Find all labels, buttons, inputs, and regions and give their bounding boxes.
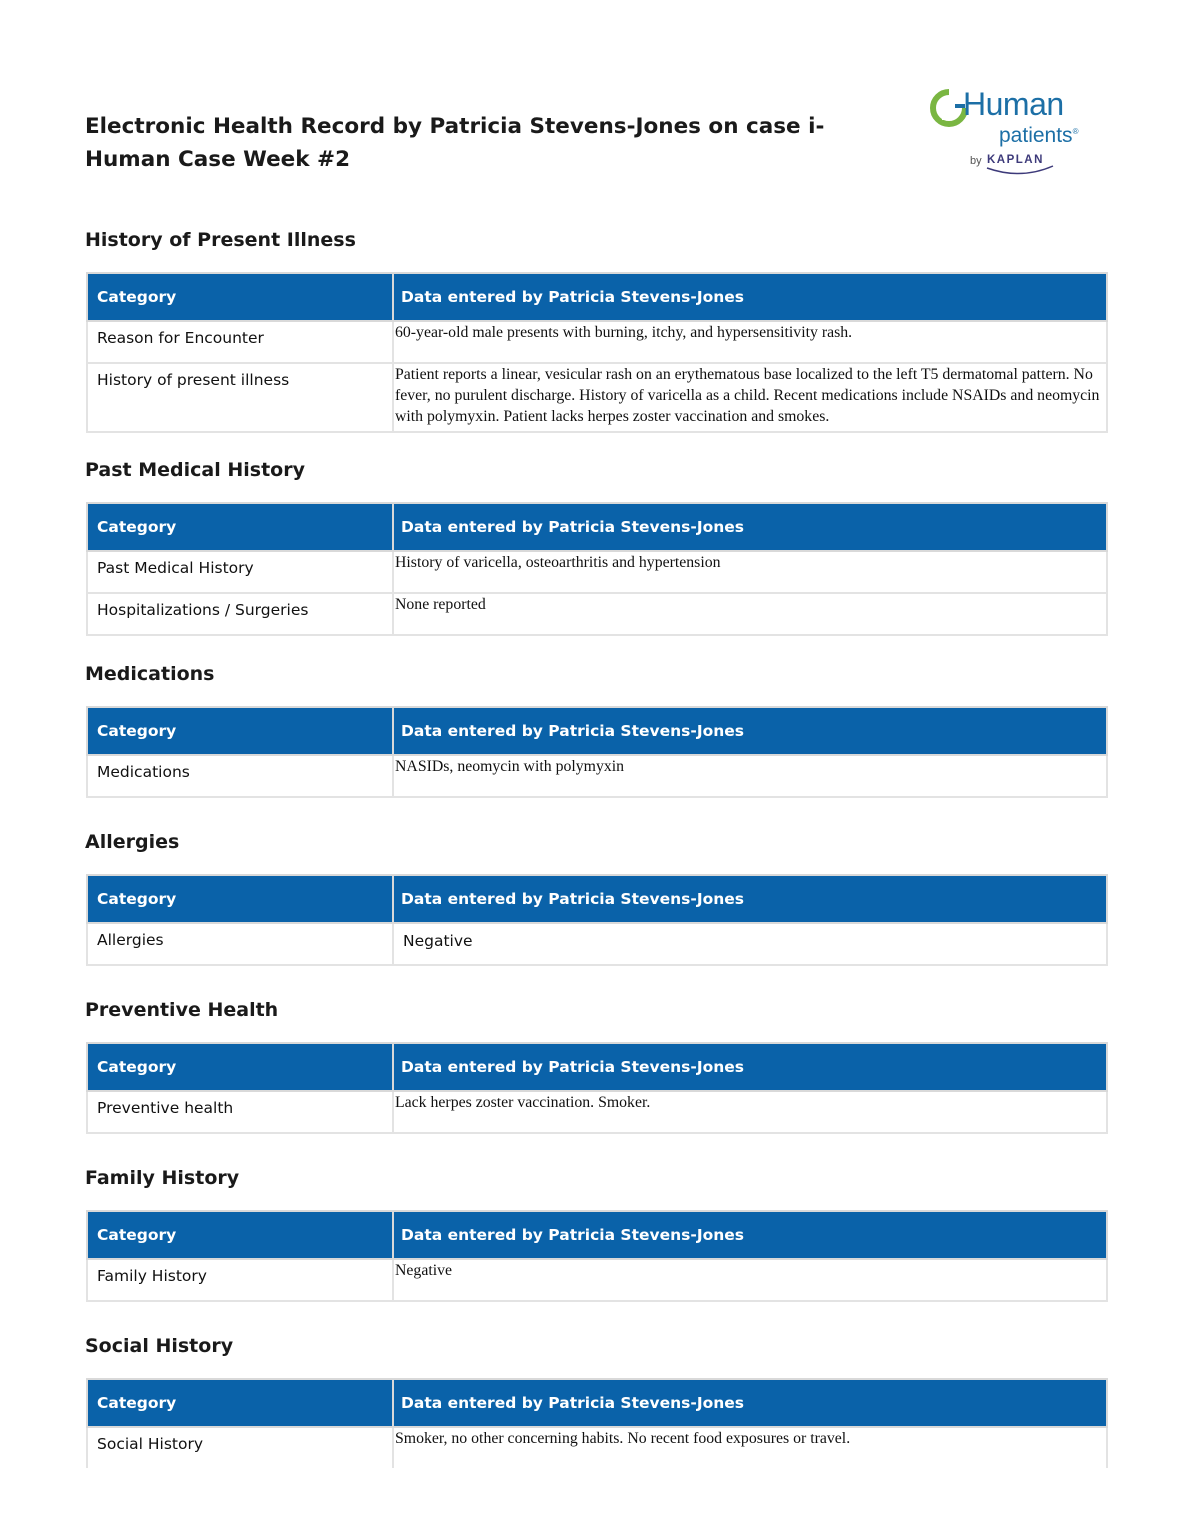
category-header: Category [87,503,393,551]
ehr-table [86,1042,1108,1134]
table-row [87,321,1107,363]
row-value: NASIDs, neomycin with polymyxin [393,755,1107,797]
row-category: Medications [87,755,393,797]
ehr-table [86,874,1108,966]
section-allergies [85,827,1107,950]
table-row [87,1091,1107,1133]
ehr-table [86,706,1108,798]
section-history-of-present-illness [85,225,1107,425]
category-header: Category [87,1043,393,1091]
data-header: Data entered by Patricia Stevens-Jones [393,875,1107,923]
data-header: Data entered by Patricia Stevens-Jones [393,1379,1107,1427]
ehr-table [86,1210,1108,1302]
data-header: Data entered by Patricia Stevens-Jones [393,707,1107,755]
row-value: None reported [393,593,1107,635]
row-category: Hospitalizations / Surgeries [87,593,393,635]
ehr-table [86,272,1108,433]
section-social-history [85,1331,1107,1453]
table-header-row [87,503,1107,551]
section-title: Preventive Health [85,999,279,1021]
table-row [87,1259,1107,1301]
row-category: Past Medical History [87,551,393,593]
table-header-row [87,1043,1107,1091]
logo-registered-mark: ® [1072,127,1079,136]
row-value: Lack herpes zoster vaccination. Smoker. [393,1091,1107,1133]
ehr-table [86,1378,1108,1468]
table-header-row [87,1379,1107,1427]
section-past-medical-history [85,455,1107,619]
section-title: Social History [85,1335,234,1357]
section-title: Past Medical History [85,459,305,481]
data-header: Data entered by Patricia Stevens-Jones [393,1043,1107,1091]
row-value: Negative [393,923,1107,965]
table-row [87,363,1107,432]
table-header-row [87,1211,1107,1259]
row-category: Social History [87,1427,393,1468]
table-row [87,593,1107,635]
logo-word-patients [999,120,1078,148]
row-value: Negative [393,1259,1107,1301]
table-row [87,755,1107,797]
section-medications [85,659,1107,781]
logo-by: by [970,155,982,167]
section-preventive-health [85,995,1107,1117]
table-header-row [87,273,1107,321]
data-header: Data entered by Patricia Stevens-Jones [393,503,1107,551]
i-human-patients-logo [925,82,1095,182]
category-header: Category [87,1211,393,1259]
row-value: Patient reports a linear, vesicular rash on an erythematous base localized to the left T5 dermatomal pattern. No fever, no purulent discharge. History of varicella as a child. Recent medications include NSAIDs and neomycin with polymyxin. Patient lacks herpes zoster vaccination and smokes. [393,363,1107,432]
table-header-row [87,707,1107,755]
data-header: Data entered by Patricia Stevens-Jones [393,1211,1107,1259]
row-category: Allergies [87,923,393,965]
table-header-row [87,875,1107,923]
row-value: Smoker, no other concerning habits. No recent food exposures or travel. [393,1427,1107,1468]
logo-patients-text: patients [999,124,1073,147]
row-value: 60-year-old male presents with burning, itchy, and hypersensitivity rash. [393,321,1107,363]
ehr-table [86,502,1108,636]
kaplan-swoosh-icon [985,164,1057,178]
category-header: Category [87,875,393,923]
category-header: Category [87,707,393,755]
row-category: History of present illness [87,363,393,432]
category-header: Category [87,273,393,321]
category-header: Category [87,1379,393,1427]
logo-word-human: Human [963,86,1064,122]
row-category: Reason for Encounter [87,321,393,363]
row-category: Family History [87,1259,393,1301]
table-row [87,551,1107,593]
document-title: Electronic Health Record by Patricia Stevens-Jones on case i-Human Case Week #2 [85,114,825,172]
row-value: History of varicella, osteoarthritis and hypertension [393,551,1107,593]
table-row [87,1427,1107,1468]
section-title: Family History [85,1167,240,1189]
row-category: Preventive health [87,1091,393,1133]
logo-kaplan: KAPLAN [987,154,1044,166]
data-header: Data entered by Patricia Stevens-Jones [393,273,1107,321]
section-title: History of Present Illness [85,229,356,251]
table-row [87,923,1107,965]
section-family-history [85,1163,1107,1285]
section-title: Allergies [85,831,180,853]
section-title: Medications [85,663,215,685]
